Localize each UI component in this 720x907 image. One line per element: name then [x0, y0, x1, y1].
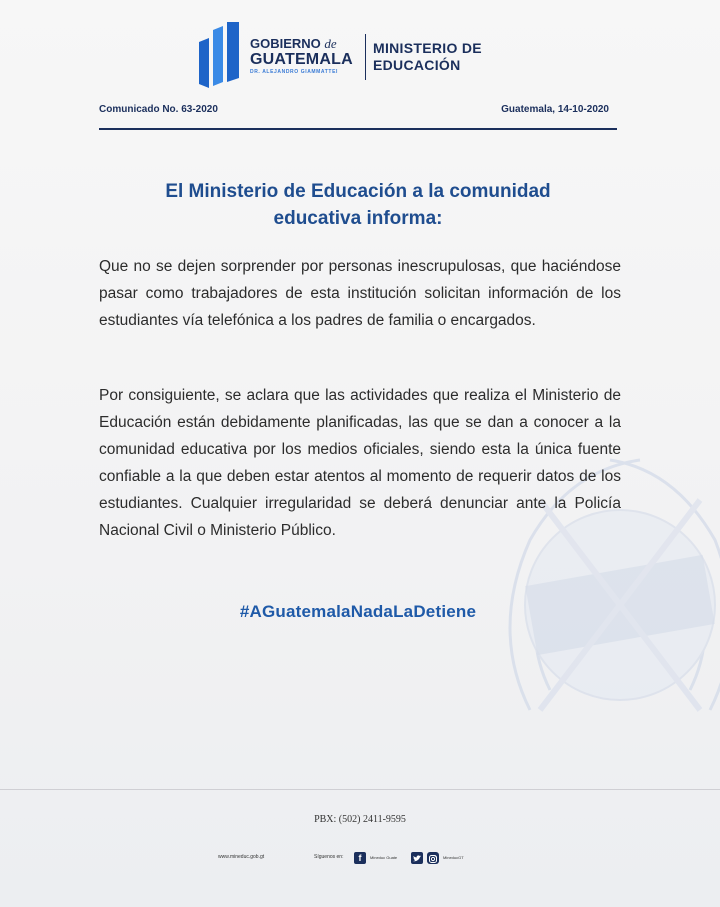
twitter-icon[interactable] — [411, 852, 423, 864]
hashtag[interactable]: #AGuatemalaNadaLaDetiene — [239, 602, 477, 621]
guatemala-text: GUATEMALA — [250, 51, 353, 68]
header-divider — [365, 34, 366, 80]
headline-line2: educativa informa: — [273, 208, 443, 229]
ministerio-title — [373, 40, 482, 74]
social-handle: MineducGT — [443, 855, 464, 860]
paragraph-2: Por consiguiente, se aclara que las actividades que realiza el Ministerio de Educación están debidamente planificadas, las que se dan a conocer a la comunidad educativa por los medios oficiales, siendo esta la única fuente confiable a la que deben estar atentos al momento de requerir datos de los estudiantes. Cualquier irregularidad se deberá denunciar ante la Policía Nacional Civil o Ministerio Público. — [99, 387, 621, 539]
ministerio-line1: MINISTERIO DE — [373, 40, 482, 56]
president-text: DR. ALEJANDRO GIAMMATTEI — [250, 69, 339, 75]
gobierno-wordmark — [250, 36, 362, 75]
gobierno-text: GOBIERNO — [250, 36, 321, 51]
instagram-icon[interactable] — [427, 852, 439, 864]
facebook-name: Mineduc Guate — [370, 855, 398, 860]
ministerio-line2: EDUCACIÓN — [373, 57, 461, 73]
follow-label: Síguenos en: — [314, 854, 344, 860]
gobierno-line — [250, 36, 362, 51]
gobierno-de-text: de — [324, 36, 337, 51]
header-rule — [99, 128, 617, 130]
place-date: Guatemala, 14-10-2020 — [501, 104, 609, 115]
footer-rule — [0, 789, 720, 790]
headline — [99, 178, 617, 232]
comunicado-number: Comunicado No. 63-2020 — [99, 104, 218, 115]
pbx-phone: PBX: (502) 2411-9595 — [314, 814, 406, 825]
guatemala-logo-icon — [199, 22, 241, 88]
website-link[interactable]: www.mineduc.gob.gt — [218, 854, 265, 860]
facebook-icon[interactable]: f — [354, 852, 366, 864]
headline-line1: El Ministerio de Educación a la comunidad — [165, 181, 551, 202]
paragraph-1: Que no se dejen sorprender por personas inescrupulosas, que haciéndose pasar como trabajadores de esta institución solicitan información de los estudiantes vía telefónica a los padres de familia o encargados. — [99, 258, 621, 329]
